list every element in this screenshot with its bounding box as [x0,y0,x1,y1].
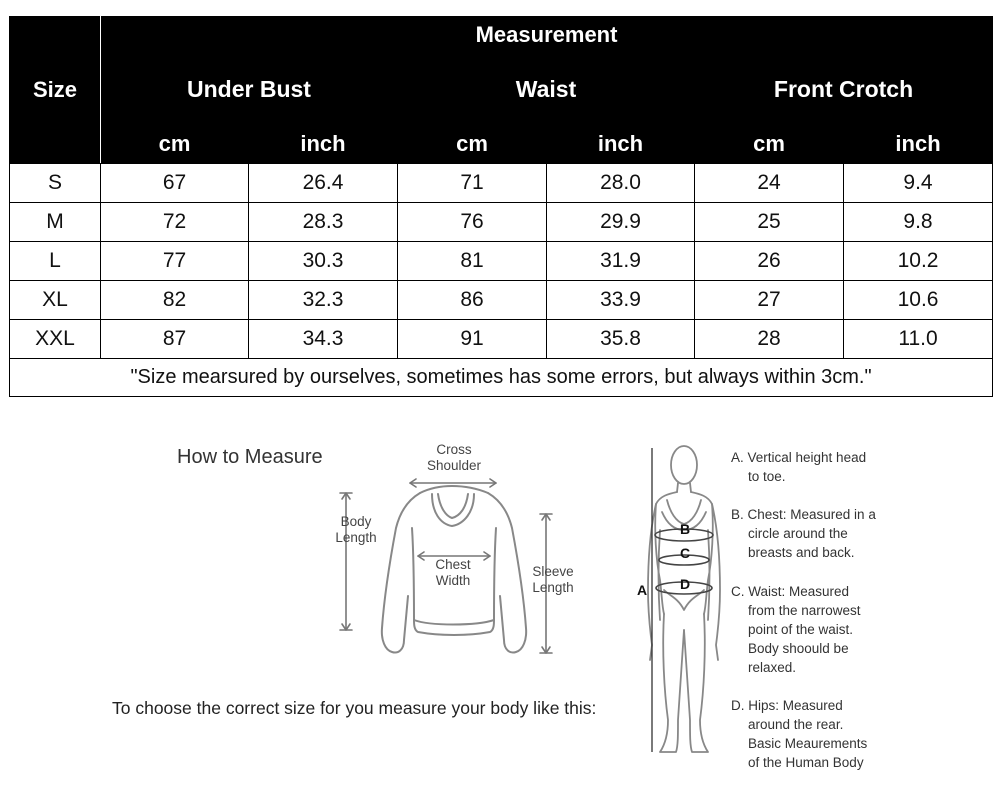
table-cell: 91 [398,320,547,359]
table-cell: 35.8 [547,320,695,359]
table-cell: 10.2 [844,242,993,281]
body-length-text: Body [340,514,372,529]
size-cell: M [10,203,101,242]
unit-header: cm [101,125,249,164]
note-d [731,696,867,772]
letter-a: A [637,582,648,598]
table-cell: 71 [398,164,547,203]
sleeve-length-text: Length [532,580,574,595]
table-cell: 33.9 [547,281,695,320]
cross-shoulder-text: Cross [436,442,472,457]
chest-width-text: Width [435,573,471,588]
table-cell: 30.3 [249,242,398,281]
table-cell: 27 [695,281,844,320]
table-cell: 72 [101,203,249,242]
group-header-under-bust: Under Bust [101,54,398,125]
group-header-waist: Waist [398,54,695,125]
table-cell: 28 [695,320,844,359]
table-cell: 9.8 [844,203,993,242]
note-line: D. Hips: Measured [731,698,843,713]
table-cell: 32.3 [249,281,398,320]
note-line: Body shoould be [748,641,849,656]
note-line: of the Human Body [748,755,864,770]
table-cell: 87 [101,320,249,359]
letter-c: C [680,545,691,561]
table-cell: 10.6 [844,281,993,320]
size-cell: S [10,164,101,203]
note-line: A. Vertical height head [731,450,867,465]
unit-header: inch [249,125,398,164]
table-cell: 77 [101,242,249,281]
table-cell: 86 [398,281,547,320]
table-cell: 26 [695,242,844,281]
note-line: point of the waist. [748,622,854,637]
table-cell: 11.0 [844,320,993,359]
note-line: around the rear. [748,717,844,732]
note-line: breasts and back. [748,545,855,560]
size-cell: XXL [10,320,101,359]
table-cell: 29.9 [547,203,695,242]
note-line: to toe. [748,469,786,484]
chest-width-text: Chest [435,557,471,572]
table-cell: 67 [101,164,249,203]
note-line: circle around the [748,526,848,541]
letter-d: D [680,576,691,592]
measurement-header: Measurement [101,17,993,54]
note-line: from the narrowest [748,603,861,618]
group-header-front-crotch: Front Crotch [695,54,993,125]
unit-header: inch [844,125,993,164]
size-cell: L [10,242,101,281]
sleeve-length-text: Sleeve [532,564,574,579]
unit-header: cm [695,125,844,164]
note-line: relaxed. [748,660,797,675]
body-length-text: Length [335,530,377,545]
table-cell: 82 [101,281,249,320]
measure-instruction: To choose the correct size for you measure your body like this: [112,698,597,718]
note-a [731,448,866,486]
cross-shoulder-text: Shoulder [426,458,482,473]
unit-header: cm [398,125,547,164]
table-cell: 28.3 [249,203,398,242]
size-note: "Size mearsured by ourselves, sometimes has some errors, but always within 3cm." [10,359,993,397]
note-line: Basic Meaurements [748,736,868,751]
letter-b: B [680,521,691,537]
unit-header: inch [547,125,695,164]
note-line: B. Chest: Measured in a [731,507,876,522]
table-cell: 24 [695,164,844,203]
how-to-measure-title: How to Measure [177,446,323,468]
table-cell: 31.9 [547,242,695,281]
table-cell: 76 [398,203,547,242]
table-cell: 81 [398,242,547,281]
size-cell: XL [10,281,101,320]
table-cell: 25 [695,203,844,242]
table-cell: 34.3 [249,320,398,359]
table-cell: 26.4 [249,164,398,203]
table-cell: 9.4 [844,164,993,203]
note-c [731,582,861,677]
note-line: C. Waist: Measured [731,584,850,599]
size-header: Size [10,17,101,164]
note-b [731,505,876,562]
table-cell: 28.0 [547,164,695,203]
